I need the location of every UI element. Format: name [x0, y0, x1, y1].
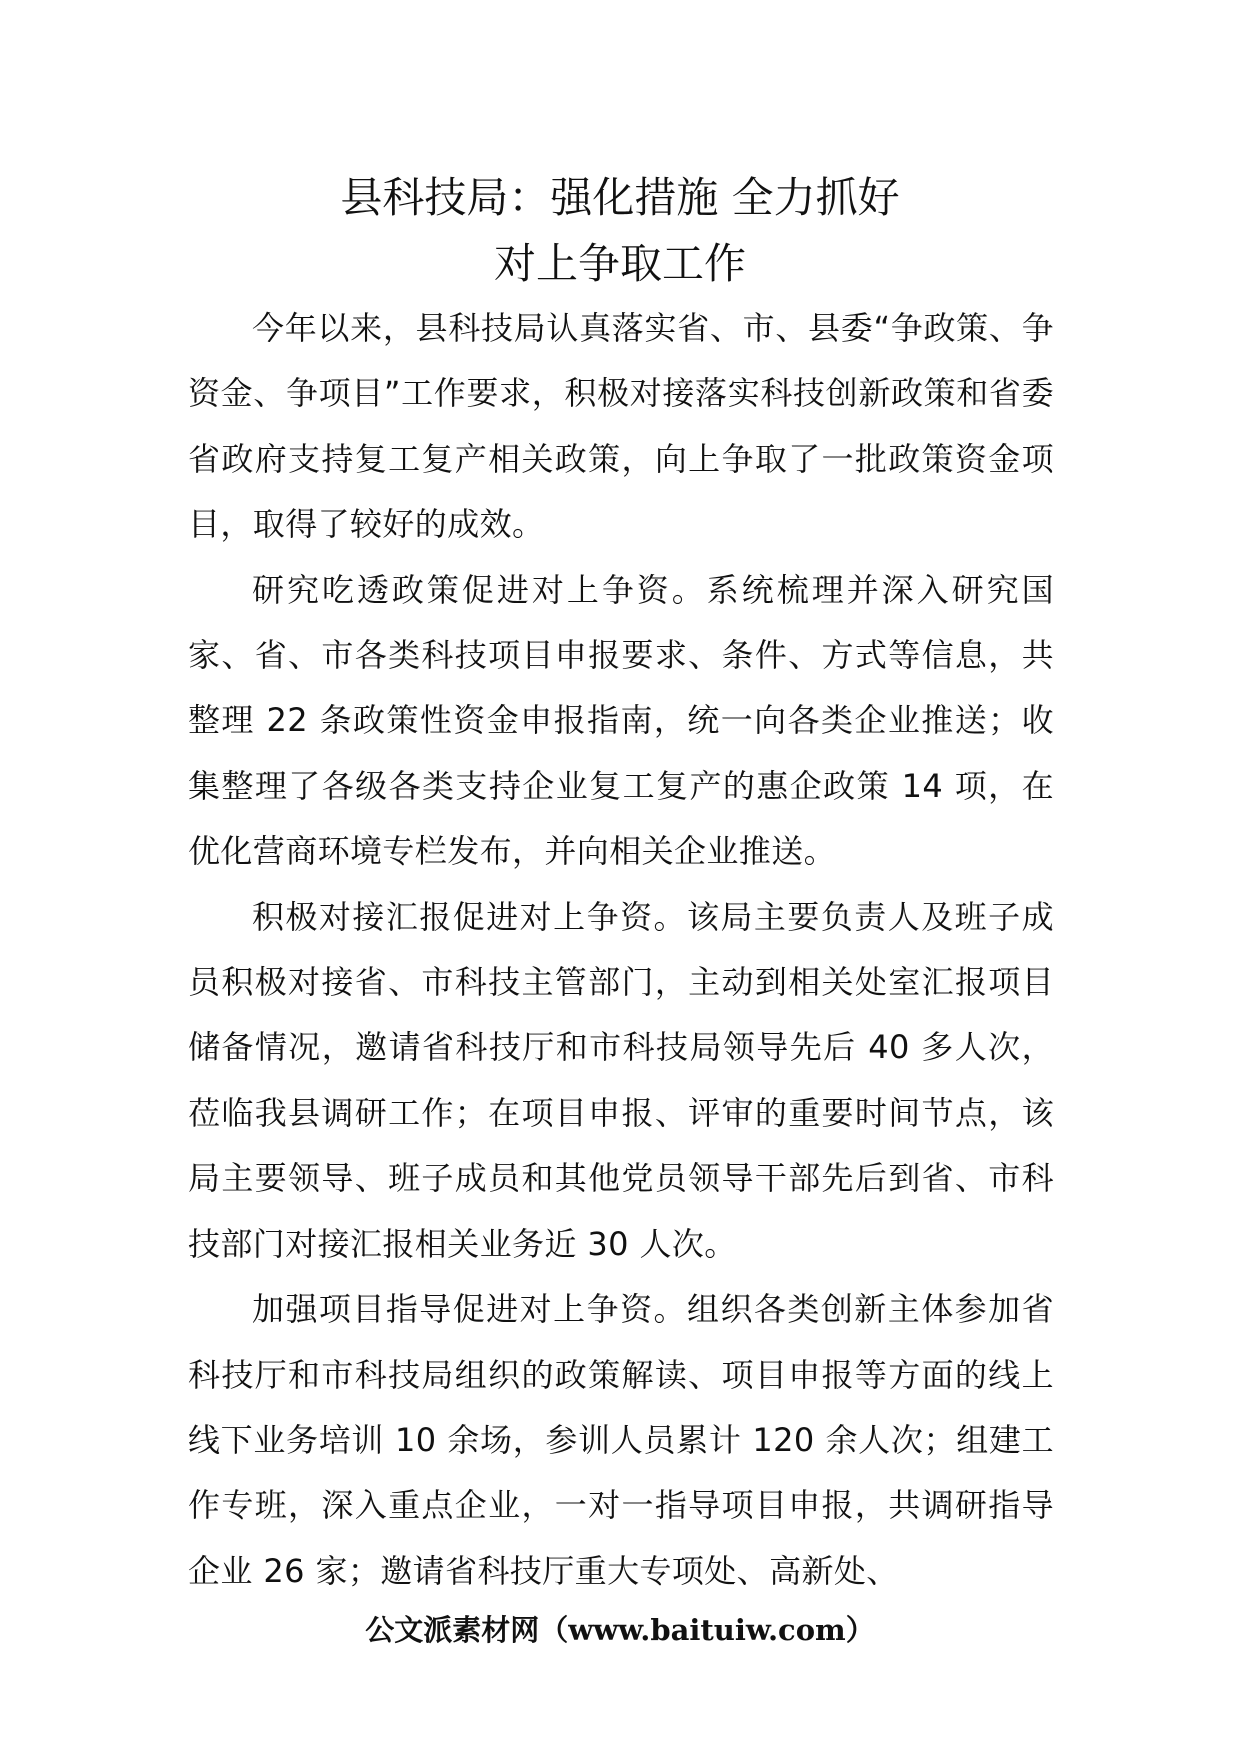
paragraph-intro: 今年以来，县科技局认真落实省、市、县委“争政策、争资金、争项目”工作要求，积极对接落实科技创新政策和省委省政府支持复工复产相关政策，向上争取了一批政策资金项目，取得了较好的成效。 — [188, 309, 1054, 544]
document-title-line-1: 县科技局：强化措施 全力抓好 — [340, 173, 900, 222]
paragraph-reporting: 积极对接汇报促进对上争资。该局主要负责人及班子成员积极对接省、市科技主管部门，主动到相关处室汇报项目储备情况，邀请省科技厅和市科技局领导先后 40 多人次，莅临我县调研工作；在项目申报、评审的重要时间节点，该局主要领导、班子成员和其他党员领导干部先后到省、市科技部门对接汇报相关业务近 30 人次。 — [188, 897, 1054, 1263]
document-body — [188, 296, 1054, 1604]
paragraph-project-guidance: 加强项目指导促进对上争资。组织各类创新主体参加省科技厅和市科技局组织的政策解读、项目申报等方面的线上线下业务培训 10 余场，参训人员累计 120 余人次；组建工作专班，深入重点企业，一对一指导项目申报，共调研指导企业 26 家；邀请省科技厅重大专项处、高新处、 — [188, 1290, 1054, 1590]
document-title-line-2: 对上争取工作 — [493, 239, 746, 288]
paragraph-policy-research: 研究吃透政策促进对上争资。系统梳理并深入研究国家、省、市各类科技项目申报要求、条件、方式等信息，共整理 22 条政策性资金申报指南，统一向各类企业推送；收集整理了各级各类支持企业复工复产的惠企政策 14 项，在优化营商环境专栏发布，并向相关企业推送。 — [188, 570, 1054, 871]
footer-watermark: 公文派素材网（www.baituiw.com） — [365, 1613, 875, 1647]
